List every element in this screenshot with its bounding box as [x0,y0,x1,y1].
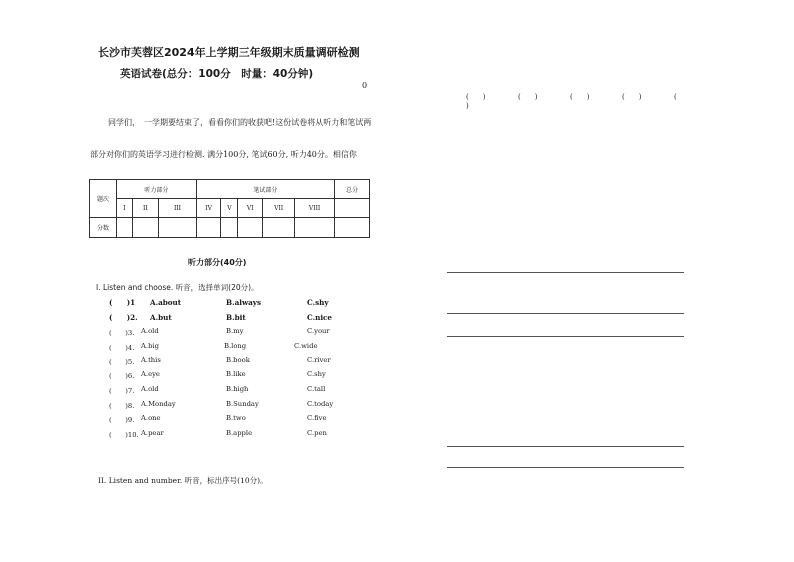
choice-option-c: C.nice [307,313,333,322]
choice-number: ( )5. [109,358,135,366]
score-cell[interactable] [221,218,238,238]
score-table-listening-header: 听力部分 [117,180,197,199]
answer-paren: ( [674,93,677,101]
score-table [89,179,370,238]
choice-number: ( )2. [109,313,138,322]
choice-number: ( )3. [109,329,135,337]
choice-option-b: B.my [226,327,244,335]
choice-option-c: C.tall [307,385,326,393]
score-cell[interactable] [263,218,295,238]
choice-option-a: A.but [150,313,172,322]
choice-option-b: B.bit [226,313,246,322]
choice-option-b: B.always [226,298,262,307]
choice-option-b: B.like [226,370,246,378]
choice-option-a: A.about [150,298,182,307]
choice-option-b: B.high [226,385,249,393]
score-table-col: V [221,199,238,218]
answer-paren: ( ) [622,93,642,101]
choice-option-c: C.five [307,414,327,422]
choice-option-a: A.pear [141,429,164,437]
choice-option-a: A.eye [141,370,160,378]
question-1-title: I. Listen and choose. 听音，选择单词(20分)。 [96,283,259,292]
score-cell[interactable] [132,218,159,238]
choice-number: ( )9. [109,416,135,424]
choice-option-c: C.your [307,327,330,335]
answer-line [447,272,684,273]
answer-line [447,467,684,468]
choice-option-b: B.Sunday [226,400,259,408]
page-mark: 0 [362,81,368,90]
choice-option-c: C.shy [307,370,326,378]
choice-option-c: C.pen [307,429,327,437]
choice-number: ( )8. [109,402,135,410]
score-cell[interactable] [196,218,221,238]
answer-line [447,313,684,314]
answer-line [447,336,684,337]
score-table-col: IV [196,199,221,218]
intro-line-2: 部分对你们的英语学习进行检测. 满分100分, 笔试60分, 听力40分。相信你 [90,150,357,159]
choice-option-b: B.book [226,356,250,364]
score-table-col-label: 题次 [90,180,117,218]
score-cell[interactable] [295,218,335,238]
score-cell[interactable] [117,218,133,238]
choice-option-b: B.long [224,342,247,350]
score-table-col: I [117,199,133,218]
answer-paren: ( ) [466,93,486,101]
score-cell-total[interactable] [335,199,370,218]
score-table-col: VII [263,199,295,218]
score-cell[interactable] [238,218,263,238]
score-cell[interactable] [335,218,370,238]
choice-number: ( )1 [109,298,136,307]
score-table-row-label: 分数 [90,218,117,238]
score-table-col: VIII [295,199,335,218]
choice-option-c: C.shy [307,298,329,307]
score-table-total-header: 总分 [335,180,370,199]
listening-section-title: 听力部分(40分) [188,258,247,267]
choice-option-a: A.big [141,342,159,350]
score-table-col: III [159,199,197,218]
score-cell[interactable] [159,218,197,238]
choice-option-b: B.apple [226,429,253,437]
score-table-col: VI [238,199,263,218]
choice-option-a: A.this [141,356,161,364]
answer-paren-wrap: ) [466,102,469,110]
choice-option-c: C.river [307,356,331,364]
exam-title: 长沙市芙蓉区2024年上学期三年级期末质量调研检测 [98,46,360,59]
score-table-col: II [132,199,159,218]
choice-option-c: C.wide [294,342,318,350]
score-table-writing-header: 笔试部分 [196,180,334,199]
choice-option-a: A.old [141,327,159,335]
choice-number: ( )10. [109,431,139,439]
answer-line [447,446,684,447]
answer-paren: ( ) [518,93,538,101]
choice-number: ( )7. [109,387,135,395]
choice-number: ( )6. [109,372,135,380]
choice-option-c: C.today [307,400,334,408]
choice-option-a: A.one [141,414,161,422]
exam-subtitle: 英语试卷(总分：100分 时量：40分钟) [120,68,314,80]
choice-option-a: A.Monday [141,400,176,408]
choice-option-b: B.two [226,414,246,422]
choice-number: ( )4. [109,344,135,352]
question-2-title: II. Listen and number. 听音，标出序号(10分)。 [98,476,268,485]
answer-paren-row [466,92,726,102]
intro-line-1: 同学们， 一学期要结束了，看看你们的收获吧!这份试卷将从听力和笔试两 [108,118,372,127]
answer-paren: ( ) [570,93,590,101]
choice-option-a: A.old [141,385,159,393]
